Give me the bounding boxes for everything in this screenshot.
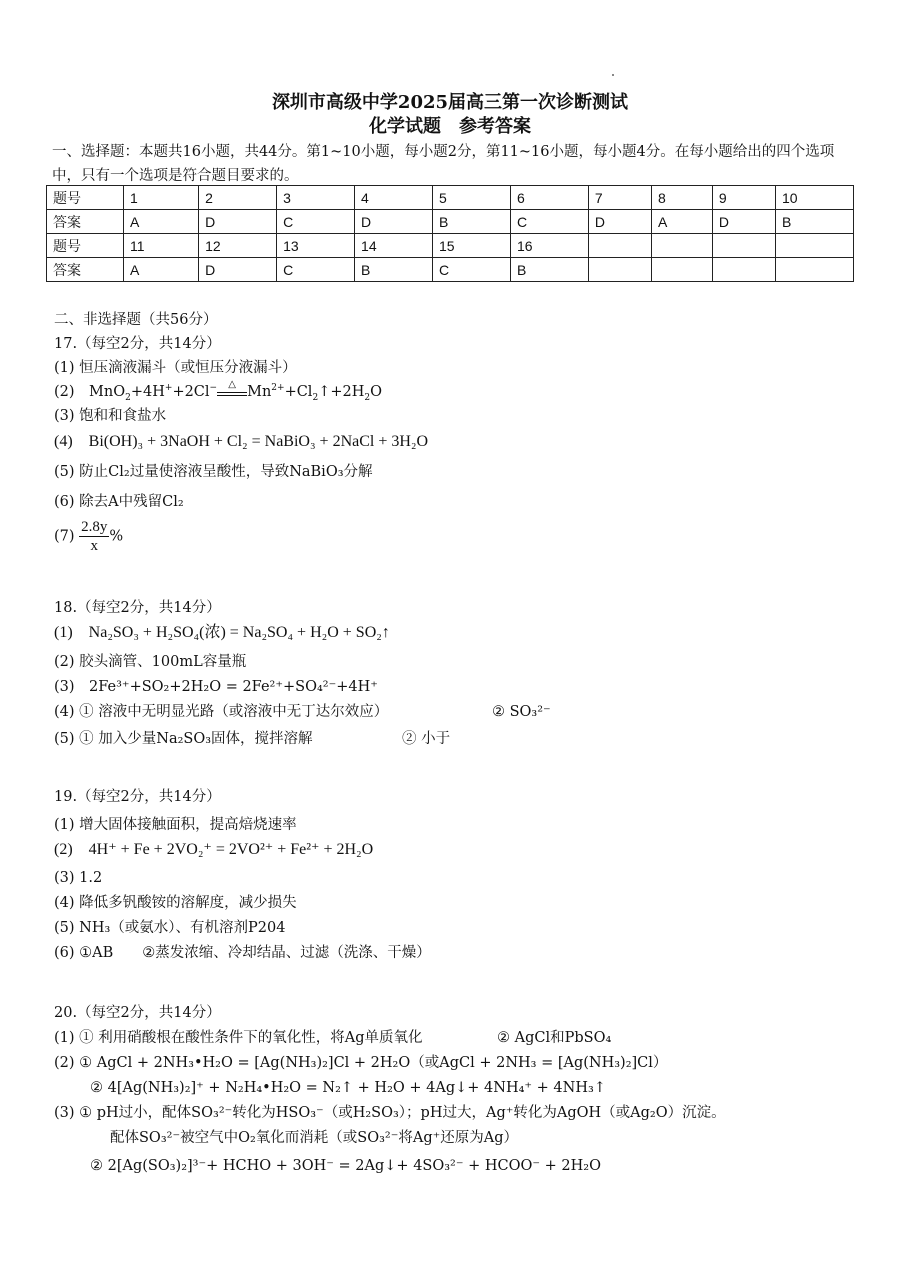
answer-cell: [588, 258, 651, 282]
answer-cell: C: [277, 258, 355, 282]
table-row: [47, 210, 854, 234]
answer-cell: B: [433, 210, 511, 234]
q19-answer-2: (2) 4H⁺ + Fe + 2VO₂⁺ = 2VO²⁺ + Fe²⁺ + 2H₂O: [54, 841, 374, 858]
row-label-question: 题号: [47, 234, 124, 258]
answer-cell: D: [588, 210, 651, 234]
q19-answer-3: (3) 1.2: [54, 870, 103, 886]
q18-answer-4b: ② SO₃²⁻: [492, 704, 551, 720]
question-number: [712, 234, 775, 258]
question-number: [651, 234, 712, 258]
fraction: $\frac{2.8y}{x}$: [81, 519, 108, 554]
q20-answer-1b: ② AgCl和PbSO₄: [497, 1030, 612, 1046]
q20-answer-2: (2) ① AgCl + 2NH₃•H₂O = [Ag(NH₃)₂]Cl + 2H₂O（或AgCl + 2NH₃ = [Ag(NH₃)₂]Cl）: [54, 1055, 668, 1071]
q19-answer-5: (5) NH₃（或氨水）、有机溶剂P204: [54, 920, 286, 936]
answer-cell: D: [199, 210, 277, 234]
q18-answer-2: (2) 胶头滴管、100mL容量瓶: [54, 654, 247, 670]
q20-answer-3: (3) ① pH过小，配体SO₃²⁻转化为HSO₃⁻（或H₂SO₃）；pH过大，Ag⁺转化为AgOH（或Ag₂O）沉淀。: [54, 1105, 726, 1121]
document-title: 深圳市高级中学2025届高三第一次诊断测试: [271, 92, 629, 113]
q17-answer-2: (2) MnO$_2$+4H++2Cl− △ $Mn^{2+}+Cl_2↑+2H_2O$: [54, 379, 382, 403]
table-row: [47, 234, 854, 258]
q18-heading: 18.（每空2分，共14分）: [54, 600, 221, 616]
answer-cell: [776, 258, 854, 282]
question-number: 9: [712, 186, 775, 210]
q18-answer-1: (1) Na₂SO₃ + H₂SO₄(浓) = Na₂SO₄ + H₂O + SO₂↑: [54, 624, 390, 641]
q20-answer-2b: ② 4[Ag(NH₃)₂]⁺ + N₂H₄•H₂O = N₂↑ + H₂O + 4Ag↓+ 4NH₄⁺ + 4NH₃↑: [90, 1080, 606, 1096]
q17-answer-4: (4) Bi(OH)₃ + 3NaOH + Cl₂ = NaBiO₃ + 2NaCl + 3H₂O: [54, 433, 429, 450]
answer-cell: C: [277, 210, 355, 234]
q18-answer-5: (5) ① 加入少量Na₂SO₃固体，搅拌溶解: [54, 731, 313, 747]
q19-answer-4: (4) 降低多钒酸铵的溶解度，减少损失: [54, 895, 297, 911]
answer-cell: B: [510, 258, 588, 282]
q20-answer-1: (1) ① 利用硝酸根在酸性条件下的氧化性，将Ag单质氧化: [54, 1030, 423, 1046]
table-row: [47, 186, 854, 210]
question-number: 13: [277, 234, 355, 258]
answer-cell: [651, 258, 712, 282]
q17-answer-6: (6) 除去A中残留Cl₂: [54, 494, 184, 510]
q19-answer-1: (1) 增大固体接触面积，提高焙烧速率: [54, 817, 297, 833]
answer-cell: B: [776, 210, 854, 234]
question-number: 4: [355, 186, 433, 210]
answer-cell: C: [433, 258, 511, 282]
row-label-answer: 答案: [47, 258, 124, 282]
answer-table: [46, 185, 854, 282]
question-number: [776, 234, 854, 258]
q17-answer-5: (5) 防止Cl₂过量使溶液呈酸性，导致NaBiO₃分解: [54, 464, 373, 480]
table-row: [47, 258, 854, 282]
question-number: 2: [199, 186, 277, 210]
question-number: 14: [355, 234, 433, 258]
answer-cell: D: [199, 258, 277, 282]
q17-answer-3: (3) 饱和和食盐水: [54, 408, 167, 424]
q18-answer-4: (4) ① 溶液中无明显光路（或溶液中无丁达尔效应）: [54, 704, 389, 720]
q17-heading: 17.（每空2分，共14分）: [54, 336, 221, 352]
q17-answer-7: (7) $\frac{2.8y}{x}$ %: [54, 519, 124, 554]
q18-answer-3: (3) 2Fe³⁺+SO₂+2H₂O = 2Fe²⁺+SO₄²⁻+4H⁺: [54, 679, 378, 695]
document-subtitle: 化学试题 参考答案: [369, 116, 531, 137]
answer-cell: A: [124, 210, 199, 234]
q18-answer-5b: ② 小于: [402, 731, 451, 747]
heat-condition-mark: △: [217, 384, 247, 396]
answer-cell: D: [712, 210, 775, 234]
question-number: [588, 234, 651, 258]
question-number: 12: [199, 234, 277, 258]
section1-intro: 一、选择题：本题共16小题，共44分。第1~10小题，每小题2分，第11~16小题，每小题4分。在每小题给出的四个选项中，只有一个选项是符合题目要求的。: [52, 144, 835, 184]
question-number: 1: [124, 186, 199, 210]
q20-heading: 20.（每空2分，共14分）: [54, 1005, 221, 1021]
q20-answer-3-cont: 配体SO₃²⁻被空气中O₂氧化而消耗（或SO₃²⁻将Ag⁺还原为Ag）: [110, 1130, 519, 1146]
question-number: 16: [510, 234, 588, 258]
q20-answer-3b: ② 2[Ag(SO₃)₂]³⁻+ HCHO + 3OH⁻ = 2Ag↓+ 4SO₃²⁻ + HCOO⁻ + 2H₂O: [90, 1158, 601, 1174]
row-label-answer: 答案: [47, 210, 124, 234]
question-number: 11: [124, 234, 199, 258]
question-number: 15: [433, 234, 511, 258]
answer-cell: A: [651, 210, 712, 234]
question-number: 6: [510, 186, 588, 210]
answer-cell: D: [355, 210, 433, 234]
q17-answer-1: (1) 恒压滴液漏斗（或恒压分液漏斗）: [54, 360, 297, 376]
answer-cell: [712, 258, 775, 282]
row-label-question: 题号: [47, 186, 124, 210]
question-number: 8: [651, 186, 712, 210]
section2-heading: 二、非选择题（共56分）: [54, 312, 218, 328]
scan-speck: [612, 74, 614, 76]
question-number: 3: [277, 186, 355, 210]
answer-cell: B: [355, 258, 433, 282]
q19-heading: 19.（每空2分，共14分）: [54, 789, 221, 805]
question-number: 5: [433, 186, 511, 210]
question-number: 10: [776, 186, 854, 210]
q19-answer-6: (6) ①AB ②蒸发浓缩、冷却结晶、过滤（洗涤、干燥）: [54, 945, 431, 961]
answer-cell: A: [124, 258, 199, 282]
answer-cell: C: [510, 210, 588, 234]
question-number: 7: [588, 186, 651, 210]
